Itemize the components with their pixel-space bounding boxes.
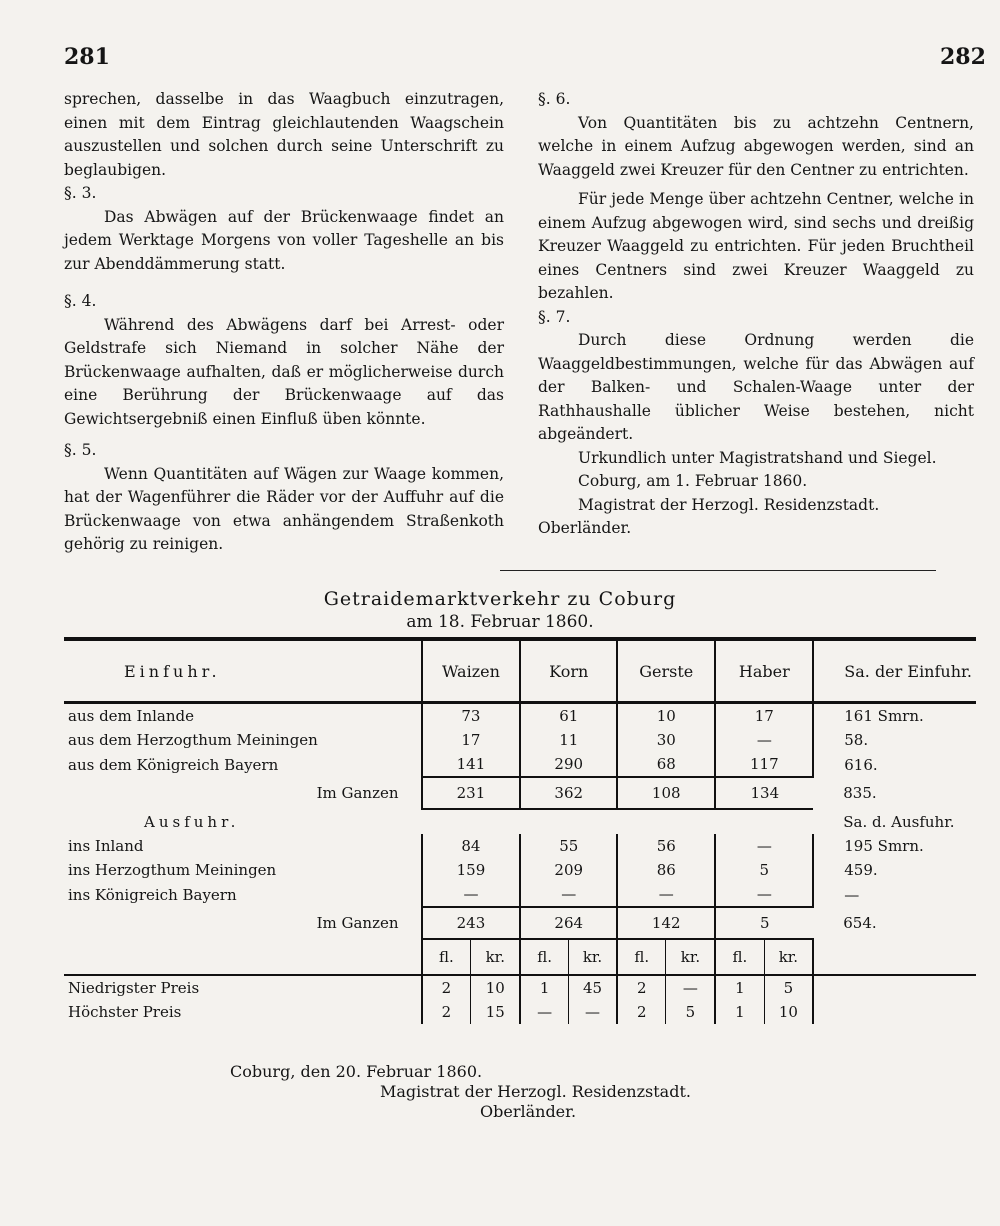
section-7-heading: §. 7. [538, 307, 571, 326]
section-divider [500, 570, 936, 571]
section-5-heading: §. 5. [64, 441, 97, 459]
grain-market-table [64, 637, 976, 1024]
left-column [64, 88, 504, 557]
header-waizen: Waizen [422, 641, 521, 703]
table-row: ins Inland 84 55 56 — 195 Smrn. [64, 834, 976, 858]
paragraph-4: Während des Abwägens darf bei Arrest- oder Geldstrafe sich Niemand in solcher Nähe der Brückenwaage aufhalten, daß er möglicherweise durch eine Berührung der Brückenwaage auf das Gewichtsergebniß einen Einfluß üben könnte. [64, 315, 504, 428]
section-4-heading: §. 4. [64, 292, 97, 310]
price-row: Niedrigster Preis 2 10 1 45 2 — 1 5 [64, 975, 976, 1000]
issuing-authority: Magistrat der Herzogl. Residenzstadt. [578, 495, 880, 514]
export-header-row: Ausfuhr. Sa. d. Ausfuhr. [144, 812, 955, 831]
page-number-left: 281 [64, 44, 110, 70]
paragraph-6a: Von Quantitäten bis zu achtzehn Centnern, welche in einem Aufzug abgewogen werden, sind an Waaggeld zwei Kreuzer für den Centner zu entrichten. [538, 113, 974, 179]
header-total: Sa. der Einfuhr. [813, 641, 976, 703]
table-row: aus dem Inlande 73 61 10 17 161 Smrn. [64, 703, 976, 729]
paragraph-6b: Für jede Menge über achtzehn Centner, welche in einem Aufzug abgewogen wird, sind sechs und dreißig Kreuzer Waaggeld zu entrichten. Für jeden Bruchtheil eines Centners sind zwei Kreuzer Waaggeld zu bezahlen. [538, 190, 974, 302]
market-title: Getraidemarktverkehr zu Coburg [323, 588, 677, 610]
table-row: ins Herzogthum Meiningen 159 209 86 5 459. [64, 858, 976, 882]
page-number-right: 282 [940, 44, 986, 70]
paragraph-5: Wenn Quantitäten auf Wägen zur Waage kommen, hat der Wagenführer die Räder vor der Auffuhr auf die Brückenwaage von etwa anhängendem Straßenkoth gehörig zu reinigen. [64, 464, 504, 553]
price-units-row: fl. kr. fl. kr. fl. kr. fl. kr. [64, 939, 976, 975]
market-footer-signature: Oberländer. [480, 1102, 577, 1121]
paragraph-3: Das Abwägen auf der Brückenwaage findet an jedem Werktage Morgens von voller Tageshelle an bis zur Abenddämmerung statt. [64, 207, 504, 273]
section-3-heading: §. 3. [64, 184, 97, 202]
market-footer-date: Coburg, den 20. Februar 1860. [230, 1062, 483, 1081]
table-header-row [64, 641, 976, 703]
paragraph-1: sprechen, dasselbe in das Waagbuch einzutragen, einen mit dem Eintrag gleichlautenden Waagschein auszustellen und solchen durch seine Unterschrift zu beglaubigen. [64, 90, 504, 179]
market-footer-authority: Magistrat der Herzogl. Residenzstadt. [380, 1082, 691, 1101]
paragraph-8: Urkundlich unter Magistratshand und Siegel. [578, 448, 937, 467]
import-sum-row: Im Ganzen 231 362 108 134 835. [64, 777, 976, 809]
table-row: ins Königreich Bayern — — — — — [64, 882, 976, 907]
header-einfuhr: Einfuhr. [64, 641, 422, 703]
header-gerste: Gerste [617, 641, 715, 703]
header-korn: Korn [520, 641, 617, 703]
right-column [538, 88, 974, 541]
market-date: am 18. Februar 1860. [406, 612, 594, 632]
paragraph-7: Durch diese Ordnung werden die Waaggeldbestimmungen, welche für das Abwägen auf der Balken- und Schalen-Waage unter der Rathhaushalle üblicher Weise bestehen, nicht abgeändert. [538, 331, 974, 443]
header-haber: Haber [715, 641, 813, 703]
issue-date: Coburg, am 1. Februar 1860. [578, 472, 808, 490]
signature: Oberländer. [538, 519, 632, 537]
table-row: aus dem Königreich Bayern 141 290 68 117 616. [64, 752, 976, 777]
section-6-heading: §. 6. [538, 90, 571, 108]
table-row: aus dem Herzogthum Meiningen 17 11 30 — 58. [64, 728, 976, 752]
price-row: Höchster Preis 2 15 — — 2 5 1 10 [64, 1000, 976, 1024]
export-sum-row: Im Ganzen 243 264 142 5 654. [64, 907, 976, 939]
